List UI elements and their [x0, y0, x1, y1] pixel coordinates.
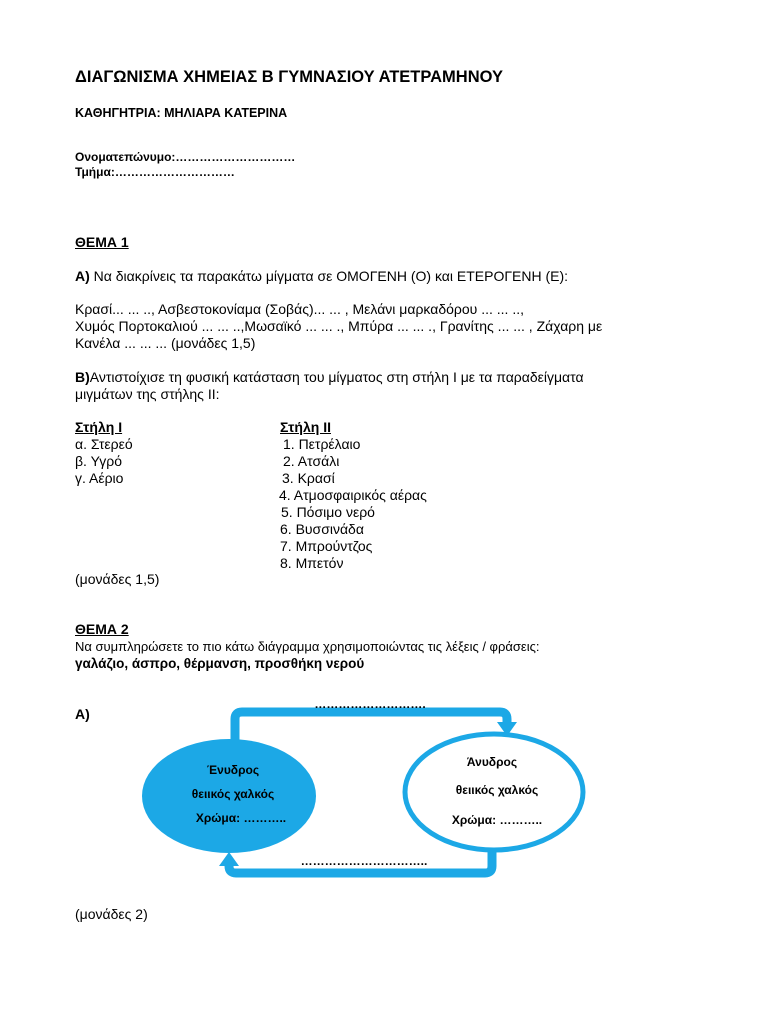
- theme1-partA-label: Α): [75, 268, 90, 284]
- theme2-partA-label: Α): [75, 706, 90, 722]
- class-field: Τμήμα:…………………………: [75, 165, 235, 179]
- column-1-item: β. Υγρό: [75, 453, 122, 469]
- right-ellipse-line-1: Άνυδρος: [466, 755, 518, 769]
- theme1-partB-text: Αντιστοίχισε τη φυσική κατάσταση του μίγματος στη στήλη Ι με τα παραδείγματα: [89, 369, 584, 385]
- bottom-arrow-head: [219, 852, 239, 866]
- left-ellipse-line-1: Ένυδρος: [206, 763, 260, 777]
- bottom-arrow-label: …………………………..: [300, 854, 428, 868]
- student-name-field: Ονοματεπώνυμο:…………………………: [75, 150, 296, 164]
- mixtures-line-2: Χυμός Πορτοκαλιού ... ... ..,Μωσαϊκό ... ... ., Μπύρα ... ... ., Γρανίτης ... ... , Ζάχαρη με: [75, 318, 603, 334]
- column-2-item: 1. Πετρέλαιο: [283, 436, 361, 452]
- theme1-partA-text: Να διακρίνεις τα παρακάτω μίγματα σε ΟΜΟΓΕΝΗ (Ο) και ΕΤΕΡΟΓΕΝΗ (Ε):: [89, 268, 569, 284]
- right-ellipse-line-2: θειικός χαλκός: [455, 783, 539, 797]
- page-title: ΔΙΑΓΩΝΙΣΜΑ ΧΗΜΕΙΑΣ Β ΓΥΜΝΑΣΙΟΥ ΑΤΕΤΡΑΜΗΝΟΥ: [75, 68, 504, 86]
- column-2-item: 2. Ατσάλι: [283, 453, 340, 469]
- theme1-heading: ΘΕΜΑ 1: [75, 234, 129, 250]
- mixtures-line-1: Κρασί... ... .., Ασβεστοκονίαμα (Σοβάς)... ... , Μελάνι μαρκαδόρου ... ... ..,: [75, 301, 524, 317]
- column-1-item: α. Στερεό: [75, 436, 133, 452]
- mixtures-line-3: Κανέλα ... ... ... (μονάδες 1,5): [75, 335, 256, 351]
- theme2-word-list: γαλάζιο, άσπρο, θέρμανση, προσθήκη νερού: [75, 656, 365, 671]
- column-1-header: Στήλη Ι: [75, 419, 123, 435]
- top-arrow-label: ……………………….: [314, 697, 426, 711]
- theme2-instruction: Να συμπληρώσετε το πιο κάτω διάγραμμα χρησιμοποιώντας τις λέξεις / φράσεις:: [75, 639, 540, 654]
- theme2-heading: ΘΕΜΑ 2: [75, 621, 129, 637]
- teacher-name: ΚΑΘΗΓΗΤΡΙΑ: ΜΗΛΙΑΡΑ ΚΑΤΕΡΙΝΑ: [75, 106, 288, 120]
- left-ellipse-line-2: θειικός χαλκός: [191, 787, 275, 801]
- column-2-item: 5. Πόσιμο νερό: [281, 504, 375, 520]
- left-ellipse-line-3: Χρώμα: ………..: [195, 811, 287, 825]
- column-2-item: 6. Βυσσινάδα: [280, 521, 364, 537]
- column-2-item: 4. Ατμοσφαιρικός αέρας: [279, 487, 427, 503]
- column-2-item: 3. Κρασί: [282, 470, 335, 486]
- theme1-partB-label: Β): [75, 369, 90, 385]
- column-2-item: 7. Μπρούντζος: [280, 538, 373, 554]
- column-2-header: Στήλη ΙΙ: [280, 419, 331, 435]
- right-ellipse-line-3: Χρώμα: ………..: [451, 813, 543, 827]
- theme1-partB-line-2: μιγμάτων της στήλης ΙΙ:: [75, 386, 220, 402]
- column-1-item: γ. Αέριο: [75, 470, 124, 486]
- theme1-points: (μονάδες 1,5): [75, 571, 160, 587]
- theme2-points: (μονάδες 2): [75, 906, 148, 922]
- column-2-item: 8. Μπετόν: [280, 555, 344, 571]
